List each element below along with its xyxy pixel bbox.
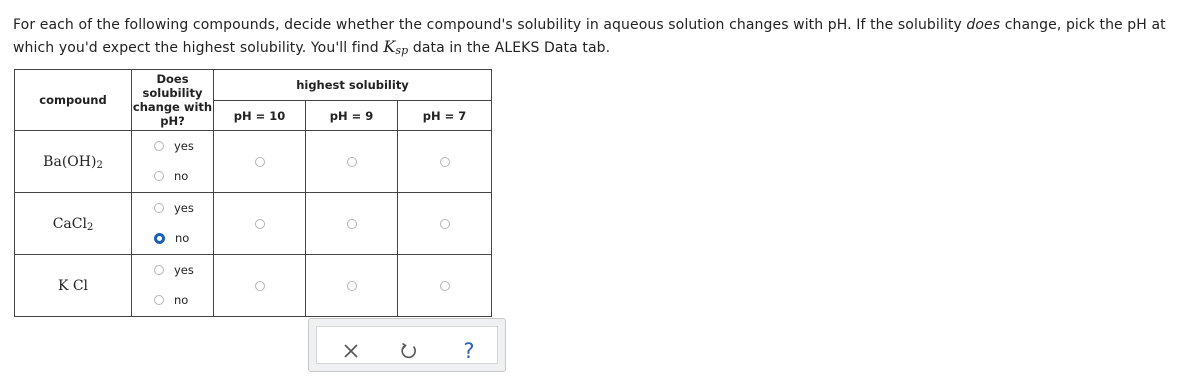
clear-button[interactable]	[339, 339, 363, 363]
radio-ph-10[interactable]	[255, 219, 265, 229]
ph-7-cell	[398, 193, 492, 255]
header-ph-9: pH = 9	[306, 101, 398, 131]
question-icon: ?	[463, 339, 475, 363]
yes-option[interactable]: yes	[132, 255, 213, 285]
no-option[interactable]: no	[132, 223, 213, 253]
instructions: For each of the following compounds, decide whether the compound's solubility in aqueous solution changes with pH. If the solubility does change, pick the pH at which you'd expect the highest solubility. You'll find $K_{sp}$ data in the ALEKS Data tab.	[13, 17, 1166, 57]
help-button[interactable]	[457, 339, 481, 363]
radio-yes[interactable]	[154, 203, 164, 213]
compound-cell: CaCl$_2$	[15, 193, 132, 255]
radio-no[interactable]	[154, 171, 164, 181]
ph-9-cell	[306, 255, 398, 317]
toolbar-panel	[316, 326, 498, 364]
compound-cell: K Cl	[15, 255, 132, 317]
ph-7-cell	[398, 131, 492, 193]
radio-no-selected[interactable]	[154, 233, 165, 244]
radio-ph-10[interactable]	[255, 157, 265, 167]
radio-ph-7[interactable]	[440, 219, 450, 229]
header-does-solubility: Does solubility change with pH?	[132, 70, 214, 131]
undo-icon	[400, 342, 418, 360]
yes-no-cell	[132, 193, 214, 255]
radio-ph-9[interactable]	[347, 219, 357, 229]
ksp-symbol: $K_{sp}$	[383, 37, 409, 57]
compound-cell: $Ba(OH)_2$	[15, 131, 132, 193]
no-option[interactable]: no	[132, 161, 213, 191]
yes-option[interactable]: yes	[132, 193, 213, 223]
radio-ph-9[interactable]	[347, 281, 357, 291]
ph-10-cell	[214, 255, 306, 317]
ph-7-cell	[398, 255, 492, 317]
ph-10-cell	[214, 193, 306, 255]
table-row	[15, 193, 492, 255]
header-compound: compound	[15, 70, 132, 131]
ph-9-cell	[306, 193, 398, 255]
answer-toolbar	[308, 318, 506, 372]
radio-yes[interactable]	[154, 141, 164, 151]
table-row	[15, 131, 492, 193]
radio-no[interactable]	[154, 295, 164, 305]
no-option[interactable]: no	[132, 285, 213, 315]
yes-no-cell	[132, 255, 214, 317]
ph-9-cell	[306, 131, 398, 193]
header-ph-7: pH = 7	[398, 101, 492, 131]
table-row	[15, 255, 492, 317]
radio-ph-9[interactable]	[347, 157, 357, 167]
x-icon	[343, 343, 359, 359]
radio-ph-10[interactable]	[255, 281, 265, 291]
undo-button[interactable]	[397, 339, 421, 363]
yes-no-cell	[132, 131, 214, 193]
header-highest-solubility: highest solubility	[214, 70, 492, 101]
radio-ph-7[interactable]	[440, 281, 450, 291]
solubility-table	[14, 69, 492, 317]
radio-yes[interactable]	[154, 265, 164, 275]
yes-option[interactable]: yes	[132, 131, 213, 161]
radio-ph-7[interactable]	[440, 157, 450, 167]
ph-10-cell	[214, 131, 306, 193]
header-ph-10: pH = 10	[214, 101, 306, 131]
